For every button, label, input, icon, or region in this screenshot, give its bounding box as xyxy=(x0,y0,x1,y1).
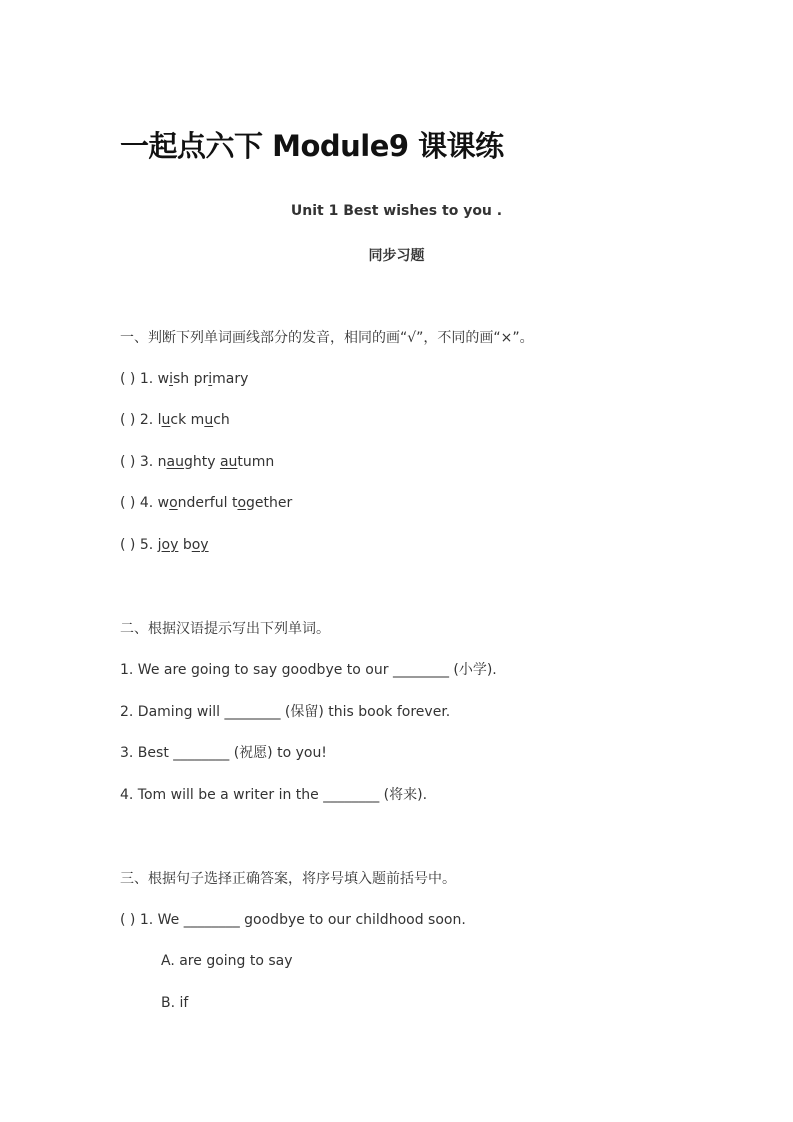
section1-item-5: ( ) 5. joy boy xyxy=(120,537,209,553)
section2-item-2: 2. Daming will ________ (保留) this book forever. xyxy=(120,704,451,720)
section2-item-4: 4. Tom will be a writer in the ________ (将来). xyxy=(120,787,428,803)
section1-item-4: ( ) 4. wonderful together xyxy=(120,495,293,511)
section3-question-1: ( ) 1. We ________ goodbye to our childhood soon. xyxy=(120,912,466,928)
page-title: 一起点六下 Module9 课课练 xyxy=(120,129,504,163)
section3-option-a: A. are going to say xyxy=(161,953,293,969)
section3-option-b: B. if xyxy=(161,995,189,1011)
section1-heading: 一、判断下列单词画线部分的发音，相同的画“√”，不同的画“×”。 xyxy=(120,330,534,346)
section3-heading: 三、根据句子选择正确答案，将序号填入题前括号中。 xyxy=(120,871,456,887)
subheading: 同步习题 xyxy=(368,248,425,264)
section2-heading: 二、根据汉语提示写出下列单词。 xyxy=(120,621,330,637)
section1-item-3: ( ) 3. naughty autumn xyxy=(120,454,275,470)
unit-title: Unit 1 Best wishes to you . xyxy=(290,203,503,219)
section2-item-1: 1. We are going to say goodbye to our ________ (小学). xyxy=(120,662,497,678)
section2-item-3: 3. Best ________ (祝愿) to you! xyxy=(120,745,327,761)
section1-item-2: ( ) 2. luck much xyxy=(120,412,230,428)
section1-item-1: ( ) 1. wish primary xyxy=(120,371,249,387)
